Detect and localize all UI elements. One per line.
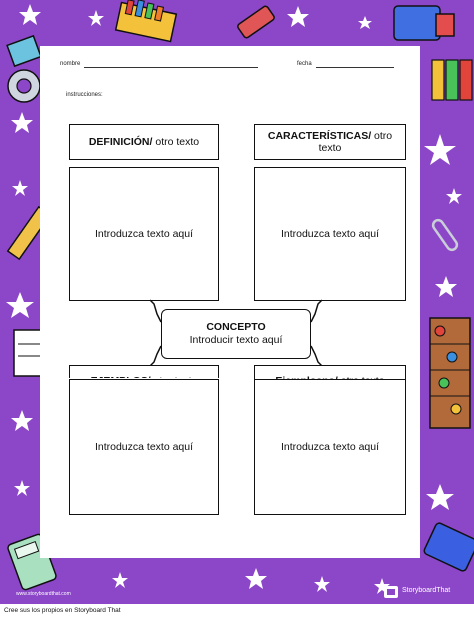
non-examples-placeholder: Introduzca texto aquí bbox=[280, 441, 380, 453]
characteristics-placeholder: Introduzca texto aquí bbox=[280, 228, 380, 240]
characteristics-title: CARACTERÍSTICAS/ bbox=[267, 130, 372, 142]
non-examples-box[interactable] bbox=[254, 379, 406, 515]
instructions-label: instrucciones: bbox=[66, 92, 103, 98]
concept-text: Introducir texto aquí bbox=[189, 334, 283, 346]
concept-title: CONCEPTO bbox=[206, 321, 266, 333]
definition-subtitle: otro texto bbox=[152, 136, 200, 148]
name-label: nombre bbox=[60, 61, 81, 67]
watermark-url: www.storyboardthat.com bbox=[16, 591, 71, 597]
footer-link[interactable]: Cree sus los propios en Storyboard That bbox=[4, 607, 121, 614]
definition-placeholder: Introduzca texto aquí bbox=[94, 228, 194, 240]
definition-title: DEFINICIÓN/ bbox=[88, 136, 153, 148]
logo-text: StoryboardThat bbox=[402, 587, 451, 594]
examples-placeholder: Introduzca texto aquí bbox=[94, 441, 194, 453]
characteristics-subtitle: otro texto bbox=[318, 130, 393, 154]
examples-box[interactable] bbox=[69, 379, 219, 515]
date-label: fecha bbox=[297, 61, 312, 67]
concept-box[interactable] bbox=[161, 309, 311, 359]
